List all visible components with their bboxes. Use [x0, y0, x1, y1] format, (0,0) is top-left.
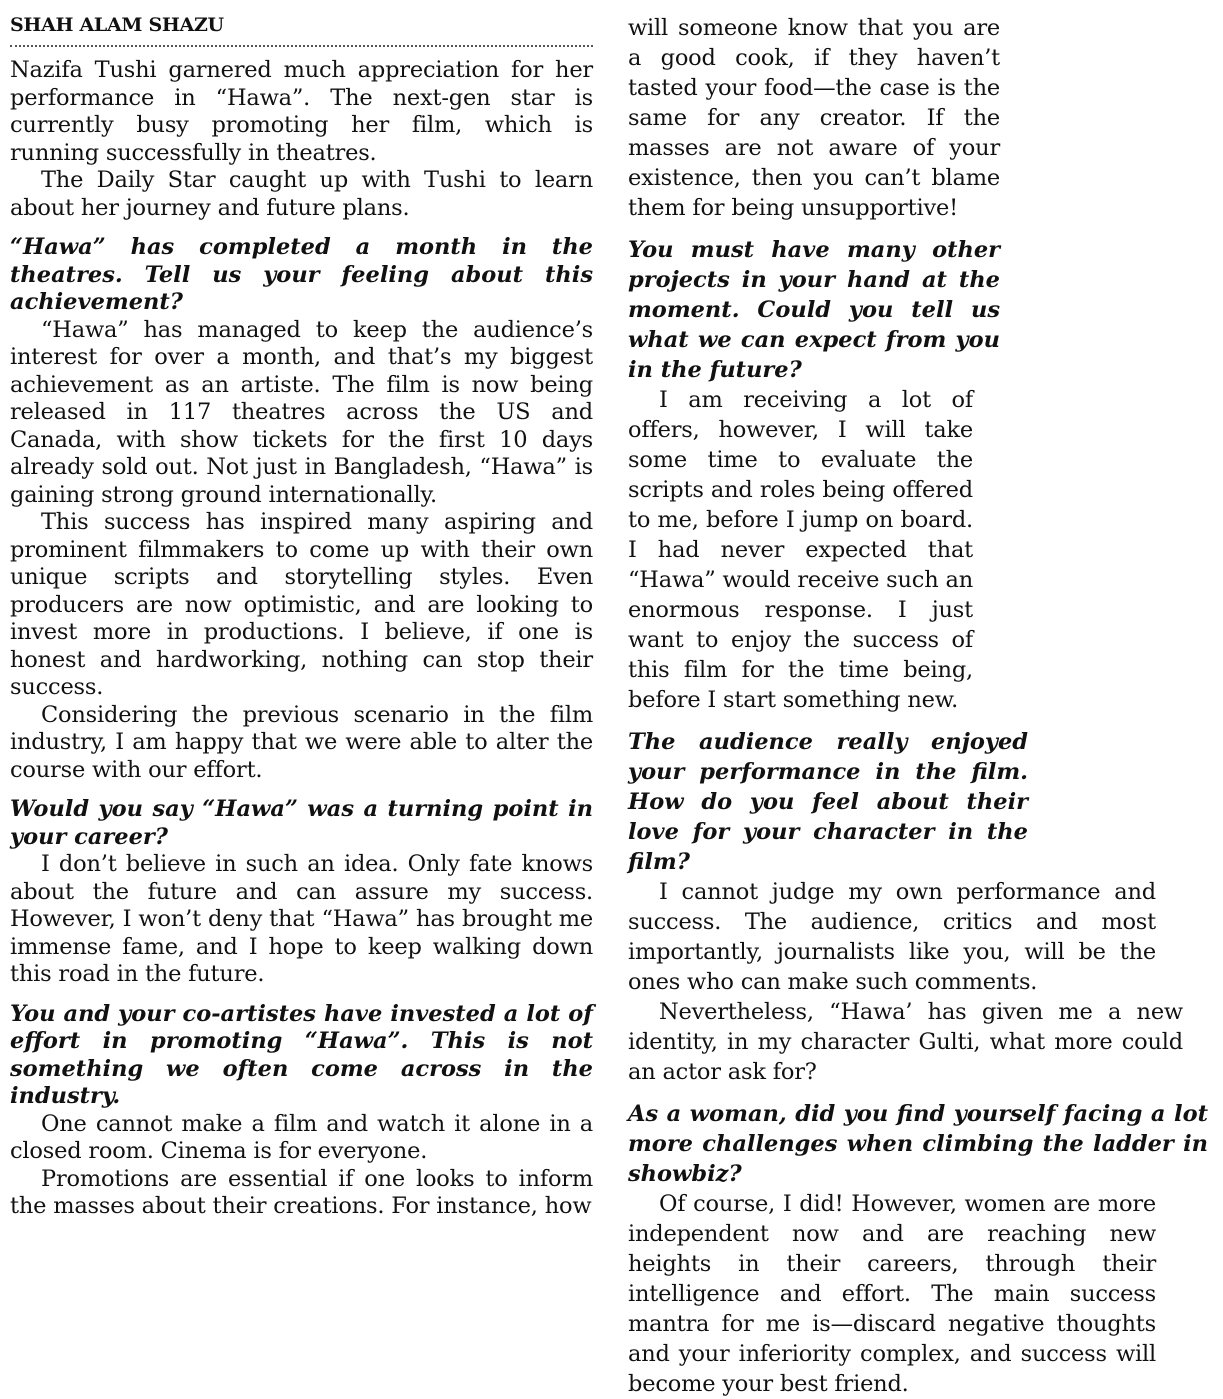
answer-paragraph: “Hawa” has managed to keep the audience’s interest for over a month, and that’s my biggest achievement as an artiste. The film is now being released in 117 theatres across the US and Canada, with show tickets for the first 10 days already sold out. Not just in Bangladesh, “Hawa” is gaining strong ground internationally.	[10, 316, 593, 508]
intro-paragraph: Nazifa Tushi garnered much appreciation for her performance in “Hawa”. The next-gen star is currently busy promoting her film, which is running successfully in theatres.	[10, 57, 593, 166]
answer-paragraph: I don’t believe in such an idea. Only fate knows about the future and can assure my success. However, I won’t deny that “Hawa” has brought me immense fame, and I hope to keep walking down this road in the future.	[10, 851, 593, 987]
question-heading: Would you say “Hawa” was a turning point in your career?	[10, 796, 593, 850]
answer-paragraph: Promotions are essential if one looks to inform the masses about their creations. For instance, how	[10, 1165, 593, 1219]
question-heading: “Hawa” has completed a month in the theatres. Tell us your feeling about this achievement?	[10, 234, 593, 315]
answer-paragraph: Considering the previous scenario in the film industry, I am happy that we were able to alter the course with our effort.	[10, 701, 593, 783]
answer-paragraph: I am receiving a lot of offers, however, I will take some time to evaluate the scripts and roles being offered to me, before I jump on board. I had never expected that “Hawa” would receive such an enormous response. I just want to enjoy the success of this film for the time being, before I start something new.	[628, 387, 973, 713]
answer-paragraph: Of course, I did! However, women are more independent now and are reaching new heights in their careers, through their intelligence and effort. The main success mantra for me is—discard negative thoughts and your inferiority complex, and success will become your best friend.	[628, 1191, 1156, 1397]
answer-paragraph: I cannot judge my own performance and success. The audience, critics and most importantly, journalists like you, will be the ones who can make such comments.	[628, 879, 1156, 995]
answer-paragraph: This success has inspired many aspiring and prominent filmmakers to come up with their own unique scripts and storytelling styles. Even producers are now optimistic, and are looking to invest more in productions. I believe, if one is honest and hardworking, nothing can stop their success.	[10, 509, 593, 700]
intro-paragraph: The Daily Star caught up with Tushi to learn about her journey and future plans.	[10, 167, 593, 221]
answer-paragraph: will someone know that you are a good cook, if they haven’t tasted your food—the case is the same for any creator. If the masses are not aware of your existence, then you can’t blame them for being unsupportive!	[628, 15, 1000, 221]
question-heading: You must have many other projects in your hand at the moment. Could you tell us what we can expect from you in the future?	[628, 237, 1000, 383]
right-column	[628, 0, 1208, 1399]
answer-paragraph: One cannot make a film and watch it alone in a closed room. Cinema is for everyone.	[10, 1110, 593, 1164]
question-heading: The audience really enjoyed your performance in the film. How do you feel about their love for your character in the film?	[628, 729, 1028, 875]
answer-paragraph: Nevertheless, “Hawa’ has given me a new identity, in my character Gulti, what more could an actor ask for?	[628, 999, 1183, 1085]
left-column	[10, 0, 593, 1221]
question-heading: As a woman, did you find yourself facing a lot more challenges when climbing the ladder in showbiz?	[628, 1101, 1208, 1187]
question-heading: You and your co-artistes have invested a lot of effort in promoting “Hawa”. This is not something we often come across in the industry.	[10, 1000, 593, 1109]
byline: SHAH ALAM SHAZU	[10, 14, 593, 47]
